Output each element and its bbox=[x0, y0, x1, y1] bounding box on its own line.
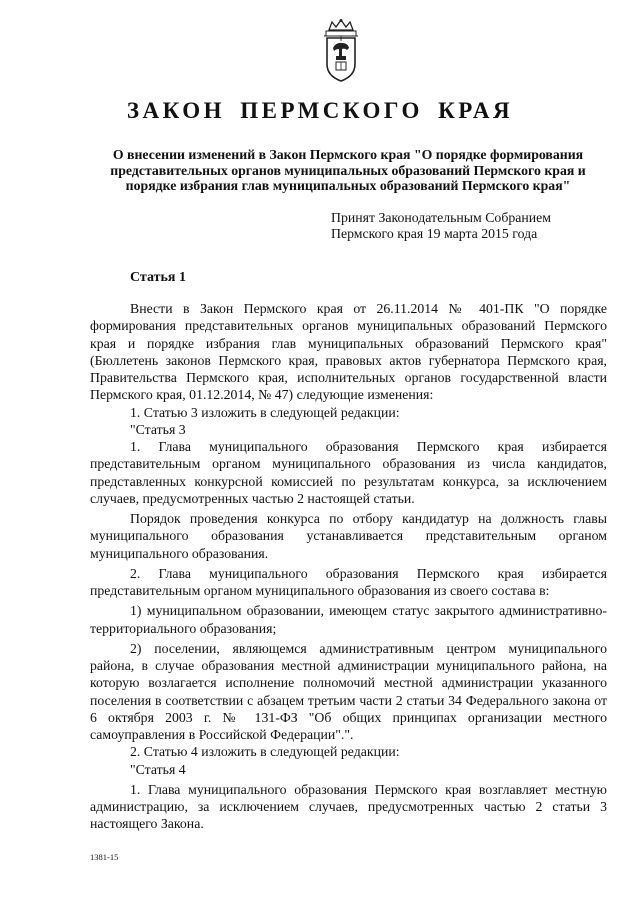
article-heading: Статья 1 bbox=[130, 270, 186, 285]
paragraph: "Статья 3 bbox=[130, 421, 186, 437]
paragraph: Порядок проведения конкурса по отбору кандидатур на должность главы муниципального образования устанавливается представительным органом муниципального образования. bbox=[90, 511, 607, 561]
paragraph: 1) муниципальном образовании, имеющем статус закрытого административно-территориального образования; bbox=[90, 603, 607, 636]
paragraph: 1. Глава муниципального образования Пермского края возглавляет местную администрацию, за исключением случаев, предусмотренных частью 2 статьи 3 настоящего Закона. bbox=[90, 781, 607, 832]
adoption-note bbox=[331, 210, 551, 242]
paragraph: 2. Глава муниципального образования Пермского края избирается представительным органом муниципального образования из своего состава в: bbox=[90, 565, 607, 598]
paragraph: 1. Глава муниципального образования Пермского края избирается представительным органом муниципального образования из числа кандидатов, представленных конкурсной комиссией по результатам конкурса, за исключением случаев, предусмотренных частью 2 настоящей статьи. bbox=[90, 439, 607, 506]
paragraph: "Статья 4 bbox=[130, 761, 186, 777]
paragraph: 2) поселении, являющемся административным центром муниципального района, в случае образования местной администрации муниципального района, на которую возлагается исполнение полномочий местной администрации указанного поселения в соответствии с абзацем третьим части 2 статьи 34 Федерального закона от 6 октября 2003 г. № 131-ФЗ "Об общих принципах организации местного самоуправления в Российской Федерации".". bbox=[90, 640, 607, 742]
paragraph: Внести в Закон Пермского края от 26.11.2014 № 401-ПК "О порядке формирования представительных органов муниципальных образований Пермского края и порядке избрания глав муниципальных образований Пермского края" (Бюллетень законов Пермского края, правовых актов губернатора Пермского края, Правительства Пермского края, исполнительных органов государственной власти Пермского края, 01.12.2014, № 47) следующие изменения: bbox=[90, 301, 607, 403]
paragraph: 2. Статью 4 изложить в следующей редакции: bbox=[130, 744, 400, 760]
law-subtitle: О внесении изменений в Закон Пермского края "О порядке формирования представительных органов муниципальных образований Пермского края и порядке избрания глав муниципальных образований Пермского края" bbox=[110, 147, 586, 193]
law-body bbox=[90, 300, 607, 833]
document-code: 1381-15 bbox=[90, 852, 119, 862]
adoption-line-2: Пермского края 19 марта 2015 года bbox=[331, 226, 538, 241]
adoption-line-1: Принят Законодательным Собранием bbox=[331, 210, 551, 225]
coat-of-arms-icon bbox=[318, 18, 364, 84]
paragraph: 1. Статью 3 изложить в следующей редакции: bbox=[130, 404, 400, 420]
law-title: ЗАКОН ПЕРМСКОГО КРАЯ bbox=[126, 98, 514, 123]
